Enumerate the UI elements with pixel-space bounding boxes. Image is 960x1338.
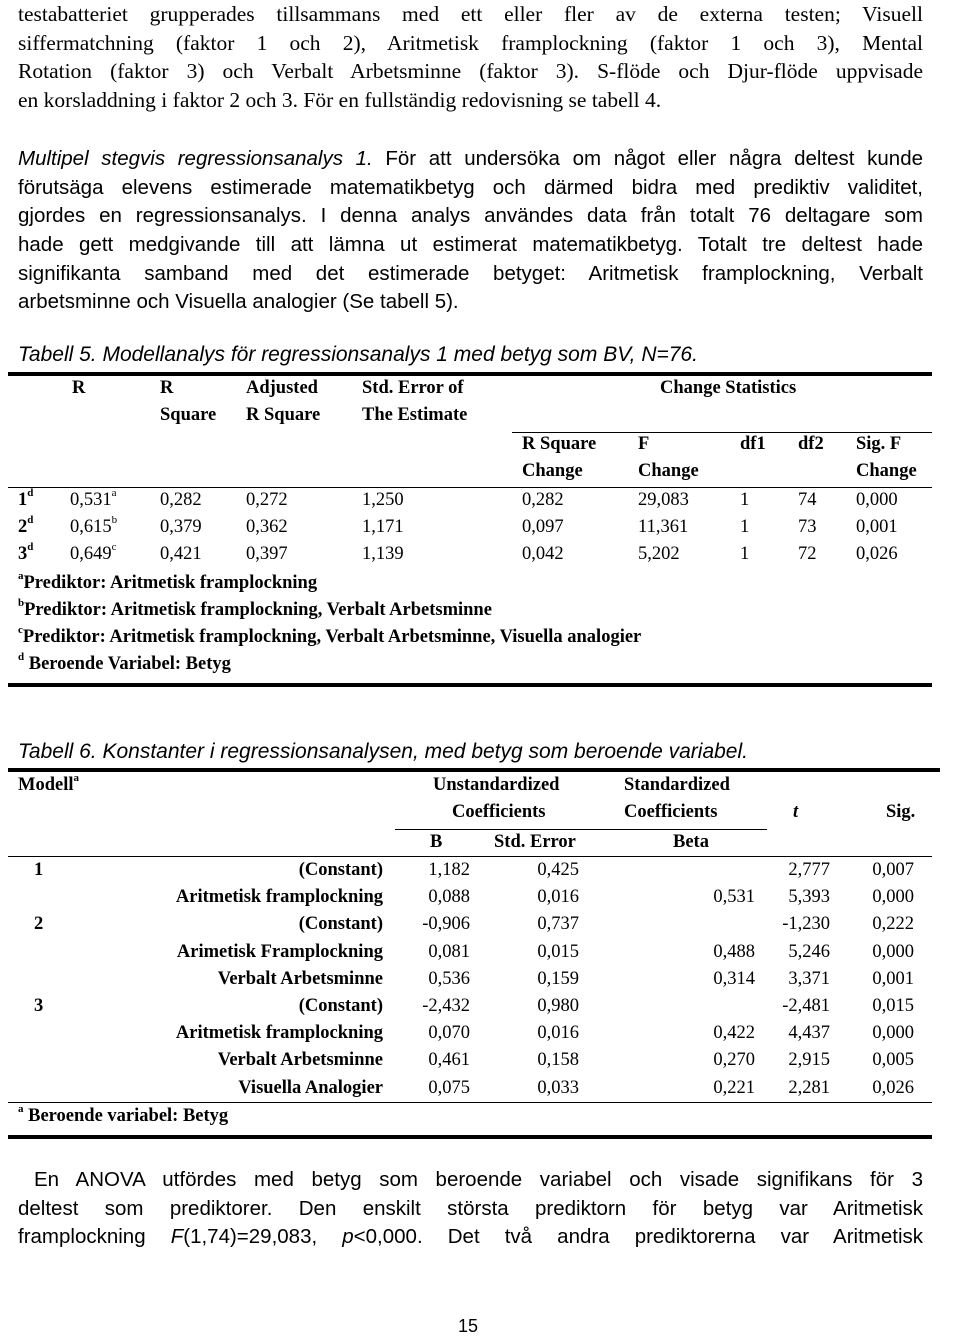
text-line bbox=[18, 1223, 923, 1252]
cell-b: 0,536 bbox=[428, 968, 470, 989]
table5-header-rule bbox=[8, 487, 932, 488]
model-number: 3 bbox=[18, 544, 28, 564]
cell-std-error: 1,139 bbox=[362, 544, 404, 564]
footnote-marker: c bbox=[18, 623, 23, 636]
th-df2: df2 bbox=[798, 434, 824, 454]
cell-b: 0,070 bbox=[428, 1023, 470, 1044]
cell-df1: 1 bbox=[740, 544, 750, 564]
table-row bbox=[0, 540, 960, 571]
th-standardized: Standardized bbox=[624, 775, 730, 795]
cell-sig: 0,000 bbox=[872, 887, 914, 908]
cell-se: 0,016 bbox=[537, 1023, 579, 1044]
cell-std-error: 1,171 bbox=[362, 517, 404, 537]
table5-top-rule bbox=[8, 372, 932, 376]
footnote-text: Prediktor: Aritmetisk framplockning, Verbalt Arbetsminne, Visuella analogier bbox=[22, 627, 642, 647]
cell-f-change: 5,202 bbox=[638, 544, 680, 564]
regression-paragraph bbox=[18, 145, 923, 317]
cell-sig: 0,222 bbox=[872, 914, 914, 935]
footnote-marker: d bbox=[27, 486, 34, 499]
cell-t: 2,777 bbox=[788, 860, 830, 880]
cell-se: 0,159 bbox=[537, 968, 579, 989]
footnote bbox=[18, 596, 492, 621]
predictor-label: (Constant) bbox=[298, 914, 383, 935]
table-row bbox=[0, 1023, 960, 1050]
footnote-marker: a bbox=[18, 569, 24, 582]
cell-beta: 0,221 bbox=[713, 1077, 755, 1098]
footnote bbox=[18, 623, 642, 648]
footnote-marker: b bbox=[111, 513, 118, 526]
th-t: t bbox=[793, 802, 799, 822]
cell-t: 5,393 bbox=[788, 887, 830, 908]
cell-f-change: 29,083 bbox=[638, 490, 689, 510]
cell-df2: 72 bbox=[798, 544, 817, 564]
text-line: testabatteriet grupperades tillsammans med ett eller fler av de externa testen; Visuell bbox=[18, 2, 923, 26]
footnote-marker: d bbox=[18, 650, 25, 663]
cell-t: 2,281 bbox=[788, 1077, 830, 1098]
cell-sig: 0,005 bbox=[872, 1050, 914, 1071]
table-row bbox=[0, 914, 960, 941]
cell-sig: 0,000 bbox=[872, 1023, 914, 1044]
text-line: hade gett medgivande till att lämna ut estimerat matematikbetyg. Totalt tre deltest hade bbox=[18, 233, 923, 257]
predictor-label: (Constant) bbox=[298, 860, 383, 880]
section-heading: Multipel stegvis regressionsanalys 1. bbox=[18, 147, 373, 170]
text-line: arbetsminne och Visuella analogier (Se tabell 5). bbox=[18, 290, 459, 314]
table-row bbox=[0, 996, 960, 1023]
cell-se: 0,980 bbox=[537, 996, 579, 1016]
footnote-marker: a bbox=[18, 1102, 24, 1115]
cell-sig: 0,001 bbox=[872, 968, 914, 989]
th-adjusted: R Square bbox=[246, 405, 321, 425]
cell-se: 0,158 bbox=[537, 1050, 579, 1071]
cell-r-square-change: 0,097 bbox=[522, 517, 564, 537]
cell-beta: 0,314 bbox=[713, 968, 755, 989]
text-line: siffermatchning (faktor 1 och 2), Aritmetisk framplockning (faktor 1 och 3), Mental bbox=[18, 30, 923, 55]
table-row bbox=[0, 486, 960, 517]
th-std-error: The Estimate bbox=[362, 405, 468, 425]
text-fragment: (1,74)=29,083, bbox=[183, 1225, 343, 1249]
cell-beta: 0,488 bbox=[713, 941, 755, 962]
footnote-marker: c bbox=[111, 540, 117, 553]
th-r: R bbox=[72, 378, 86, 398]
predictor-label: Verbalt Arbetsminne bbox=[217, 1050, 383, 1071]
th-r-square: Square bbox=[160, 405, 217, 425]
cell-sig: 0,026 bbox=[872, 1077, 914, 1098]
model-number: 1 bbox=[34, 860, 44, 880]
th-standardized: Coefficients bbox=[624, 802, 718, 822]
table-row bbox=[0, 1078, 960, 1105]
predictor-label: (Constant) bbox=[298, 996, 383, 1016]
th-beta: Beta bbox=[673, 832, 709, 852]
predictor-label: Aritmetisk framplockning bbox=[175, 1023, 383, 1044]
th-adjusted: Adjusted bbox=[246, 378, 318, 398]
cell-value: 0,649 bbox=[70, 544, 112, 564]
model-number: 1 bbox=[18, 490, 28, 510]
table-row bbox=[0, 513, 960, 544]
model-number: 2 bbox=[18, 517, 28, 537]
table6-caption: Tabell 6. Konstanter i regressionsanalysen, med betyg som beroende variabel. bbox=[18, 740, 748, 763]
cell-t: 3,371 bbox=[788, 968, 830, 989]
predictor-label: Verbalt Arbetsminne bbox=[217, 968, 383, 989]
cell-b: 0,461 bbox=[428, 1050, 470, 1071]
footnote-marker: a bbox=[73, 771, 79, 784]
table-row bbox=[0, 969, 960, 996]
cell-adjusted: 0,272 bbox=[246, 490, 288, 510]
model-number: 2 bbox=[34, 914, 44, 935]
cell-value: 0,615 bbox=[70, 517, 112, 537]
cell-b: -0,906 bbox=[422, 914, 470, 935]
footnote-marker: b bbox=[18, 596, 25, 609]
footnote bbox=[18, 1102, 229, 1127]
cell-beta: 0,270 bbox=[713, 1050, 755, 1071]
cell-se: 0,425 bbox=[537, 860, 579, 880]
cell-se: 0,015 bbox=[537, 941, 579, 962]
text-line: deltest som prediktorer. Den enskilt största prediktorn för betyg var Aritmetisk bbox=[18, 1196, 923, 1220]
th-sig: Sig. bbox=[886, 802, 916, 822]
table6-top-rule bbox=[8, 768, 940, 772]
cell-value: 0,531 bbox=[70, 490, 112, 510]
text-line: en korsladdning i faktor 2 och 3. För en fullständig redovisning se tabell 4. bbox=[18, 88, 662, 113]
footnote-marker: a bbox=[111, 486, 117, 499]
footnote-text: Beroende variabel: Betyg bbox=[23, 1106, 229, 1126]
table5-caption: Tabell 5. Modellanalys för regressionsanalys 1 med betyg som BV, N=76. bbox=[18, 343, 698, 366]
cell-sig: 0,007 bbox=[872, 860, 914, 880]
footnote-marker: d bbox=[27, 540, 34, 553]
cell-sig: 0,015 bbox=[872, 996, 914, 1016]
cell-beta: 0,422 bbox=[713, 1023, 755, 1044]
th-modell bbox=[18, 771, 79, 796]
th-change-statistics: Change Statistics bbox=[660, 378, 797, 398]
th-sig-f-change: Sig. F bbox=[856, 434, 902, 454]
footnote-text: Prediktor: Aritmetisk framplockning bbox=[23, 573, 318, 593]
th-f-change: F bbox=[638, 434, 650, 454]
cell-r bbox=[70, 513, 118, 538]
cell-df2: 74 bbox=[798, 490, 817, 510]
th-f-change: Change bbox=[638, 461, 699, 481]
text-line: förutsäga elevens estimerade matematikbetyg och därmed bidra med prediktiv validitet, bbox=[18, 175, 923, 199]
cell-f-change: 11,361 bbox=[638, 517, 689, 537]
th-b: B bbox=[430, 832, 443, 852]
table-row bbox=[0, 887, 960, 914]
footnote bbox=[18, 569, 318, 594]
predictor-label: Visuella Analogier bbox=[238, 1077, 383, 1098]
page-number: 15 bbox=[458, 1316, 479, 1336]
cell-t: -2,481 bbox=[782, 996, 830, 1016]
footnote-marker: d bbox=[27, 513, 34, 526]
th-unstandardized: Coefficients bbox=[452, 802, 546, 822]
cell-r bbox=[70, 540, 117, 565]
cell-b: 0,081 bbox=[428, 941, 470, 962]
text-line: En ANOVA utfördes med betyg som beroende variabel och visade signifikans för 3 bbox=[34, 1168, 923, 1191]
cell-se: 0,016 bbox=[537, 887, 579, 908]
cell-r-square: 0,379 bbox=[160, 517, 202, 537]
cell-df1: 1 bbox=[740, 517, 750, 537]
th-r-square-change: R Square bbox=[522, 434, 597, 454]
text-fragment: För att undersöka om något eller några deltest kunde bbox=[385, 147, 923, 170]
cell-b: 0,088 bbox=[428, 887, 470, 908]
predictor-label: Arimetisk Framplockning bbox=[176, 941, 383, 962]
model-cell bbox=[18, 540, 34, 565]
cell-se: 0,033 bbox=[537, 1077, 579, 1098]
text-fragment: <0,000. Det två andra prediktorerna var Aritmetisk bbox=[353, 1225, 923, 1249]
text-fragment: framplockning bbox=[18, 1225, 171, 1249]
model-cell bbox=[18, 486, 34, 511]
table-row bbox=[0, 1050, 960, 1077]
footnote-text: Beroende Variabel: Betyg bbox=[24, 654, 231, 674]
text-line: signifikanta samband med det estimerade betyget: Aritmetisk framplockning, Verbalt bbox=[18, 261, 923, 285]
anova-paragraph bbox=[18, 1166, 923, 1252]
cell-r-square-change: 0,042 bbox=[522, 544, 564, 564]
th-modell-label: Modell bbox=[18, 775, 74, 795]
cell-b: 1,182 bbox=[428, 860, 470, 880]
text-line bbox=[18, 145, 923, 174]
th-unstandardized: Unstandardized bbox=[433, 775, 560, 795]
coef-rule bbox=[395, 829, 767, 830]
table-row bbox=[0, 942, 960, 969]
table6-header-rule bbox=[8, 856, 932, 857]
cell-b: 0,075 bbox=[428, 1077, 470, 1098]
cell-sig: 0,000 bbox=[872, 941, 914, 962]
cell-t: 5,246 bbox=[788, 941, 830, 962]
cell-t: 4,437 bbox=[788, 1023, 830, 1044]
cell-sig: 0,026 bbox=[856, 544, 898, 564]
cell-r-square: 0,421 bbox=[160, 544, 202, 564]
footnote bbox=[18, 650, 231, 675]
cell-sig: 0,000 bbox=[856, 490, 898, 510]
cell-t: -1,230 bbox=[782, 914, 830, 935]
intro-paragraph bbox=[18, 0, 923, 115]
th-r-square-change: Change bbox=[522, 461, 583, 481]
p-symbol: p bbox=[342, 1225, 354, 1249]
cell-r-square-change: 0,282 bbox=[522, 490, 564, 510]
table6-bottom-rule bbox=[8, 1135, 932, 1139]
cell-df2: 73 bbox=[798, 517, 817, 537]
table5-bottom-rule bbox=[8, 683, 932, 687]
cell-se: 0,737 bbox=[537, 914, 579, 935]
th-std-error: Std. Error bbox=[494, 832, 576, 852]
cell-adjusted: 0,362 bbox=[246, 517, 288, 537]
model-cell bbox=[18, 513, 34, 538]
th-r-square: R bbox=[160, 378, 174, 398]
th-sig-f-change: Change bbox=[856, 461, 917, 481]
cell-sig: 0,001 bbox=[856, 517, 898, 537]
model-number: 3 bbox=[34, 996, 44, 1016]
cell-adjusted: 0,397 bbox=[246, 544, 288, 564]
cell-t: 2,915 bbox=[788, 1050, 830, 1071]
th-df1: df1 bbox=[740, 434, 766, 454]
cell-r-square: 0,282 bbox=[160, 490, 202, 510]
cell-r bbox=[70, 486, 117, 511]
table-row bbox=[0, 860, 960, 887]
footnote-text: Prediktor: Aritmetisk framplockning, Verbalt Arbetsminne bbox=[24, 600, 492, 620]
cell-beta: 0,531 bbox=[713, 887, 755, 908]
cell-b: -2,432 bbox=[422, 996, 470, 1016]
table6-body-rule bbox=[8, 1102, 932, 1103]
text-line: Rotation (faktor 3) och Verbalt Arbetsminne (faktor 3). S-flöde och Djur-flöde uppvisade bbox=[18, 59, 923, 84]
th-std-error: Std. Error of bbox=[362, 378, 464, 398]
cell-df1: 1 bbox=[740, 490, 750, 510]
cell-std-error: 1,250 bbox=[362, 490, 404, 510]
change-stats-rule bbox=[512, 432, 932, 433]
f-symbol: F bbox=[170, 1225, 184, 1249]
predictor-label: Aritmetisk framplockning bbox=[175, 887, 383, 908]
text-line: gjordes en regressionsanalys. I denna analys användes data från totalt 76 deltagare som bbox=[18, 204, 923, 228]
